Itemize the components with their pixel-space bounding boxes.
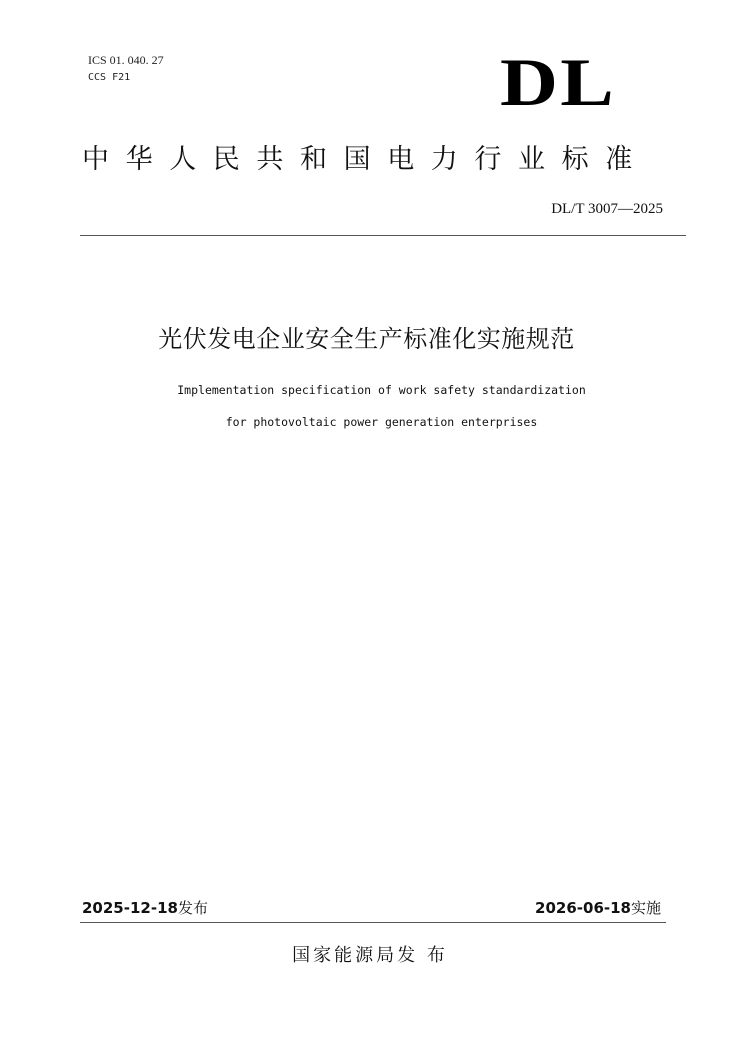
issue-date-value: 2025-12-18	[82, 899, 178, 917]
header-divider	[80, 235, 686, 236]
ics-code: ICS 01. 040. 27	[88, 53, 164, 67]
dl-logo: DL	[500, 44, 617, 120]
implementation-date-label: 实施	[630, 899, 661, 917]
implementation-date	[535, 898, 661, 918]
document-title-zh: 光伏发电企业安全生产标准化实施规范	[158, 325, 575, 353]
footer-divider	[80, 922, 666, 923]
organization-title: 中华人民共和国电力行业标准	[82, 144, 649, 175]
implementation-date-value: 2026-06-18	[535, 899, 631, 917]
document-title-en-line-1: Implementation specification of work safety standardization	[177, 383, 586, 397]
ccs-code: CCS F21	[88, 72, 131, 83]
document-title-en-line-2: for photovoltaic power generation enterprises	[225, 415, 538, 429]
issue-date-label: 发布	[177, 899, 208, 917]
issue-date	[82, 898, 208, 918]
publisher: 国家能源局发 布	[292, 945, 448, 966]
standard-number: DL/T 3007—2025	[551, 201, 663, 217]
